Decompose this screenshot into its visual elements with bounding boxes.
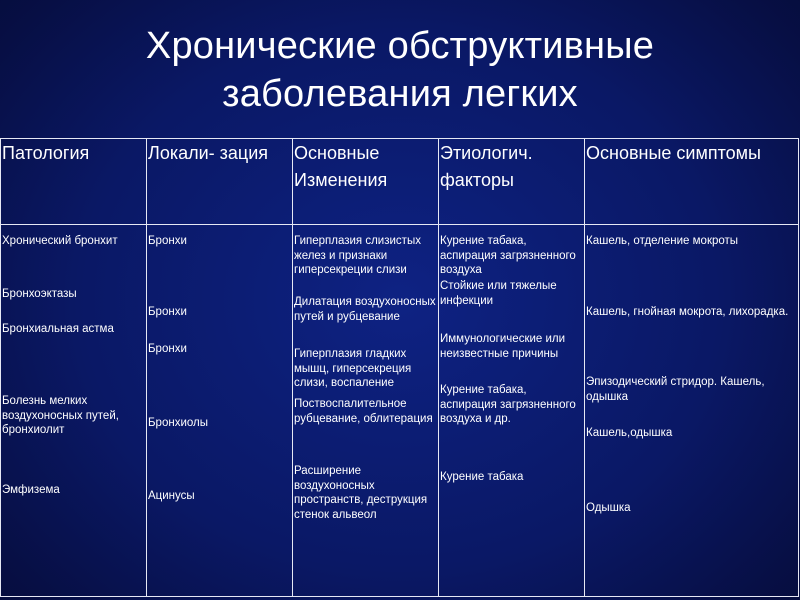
pathology-entry: Болезнь мелких воздухоносных путей, бронхиолит xyxy=(2,395,119,436)
localization-entry: Бронхи xyxy=(148,235,187,247)
changes-entry: Гиперплазия гладких мышц, гиперсекреция слизи, воспаление xyxy=(294,348,412,389)
header-pathology xyxy=(1,139,147,225)
etiology-entry: Стойкие или тяжелые инфекции xyxy=(440,280,557,307)
header-changes-text: Основные Изменения xyxy=(294,143,388,190)
pathology-entry: Хронический бронхит xyxy=(2,235,118,247)
header-symptoms-text: Основные симптомы xyxy=(586,143,761,163)
header-changes xyxy=(293,139,439,225)
slide-title-line-1: Хронические обструктивные xyxy=(145,25,655,67)
localization-entry: Бронхи xyxy=(148,343,187,355)
etiology-entry: Иммунологические или неизвестные причины xyxy=(440,333,566,360)
pathology-entry: Эмфизема xyxy=(2,484,60,496)
localization-entry: Бронхиолы xyxy=(148,417,208,429)
header-pathology-text: Патология xyxy=(2,143,90,163)
etiology-cell xyxy=(439,225,585,597)
header-localization xyxy=(147,139,293,225)
symptoms-cell xyxy=(585,225,799,597)
slide-title-line-2: заболевания легких xyxy=(222,73,578,115)
symptoms-entry: Кашель,одышка xyxy=(586,427,673,439)
pathology-entry: Бронхоэктазы xyxy=(2,288,77,300)
changes-entry: Дилатация воздухоносных путей и рубцевание xyxy=(294,296,436,323)
etiology-entry: Курение табака, аспирация загрязненного воздуха xyxy=(440,235,576,276)
header-symptoms xyxy=(585,139,799,225)
symptoms-entry: Эпизодический стридор. Кашель, одышка xyxy=(586,376,765,403)
localization-entry: Бронхи xyxy=(148,306,187,318)
pathology-table xyxy=(0,138,799,597)
header-localization-text: Локали- зация xyxy=(148,143,269,163)
etiology-entry: Курение табака xyxy=(440,471,524,483)
etiology-entry: Курение табака, аспирация загрязненного воздуха и др. xyxy=(440,384,576,425)
symptoms-entry: Кашель, отделение мокроты xyxy=(586,235,739,247)
slide-title xyxy=(0,22,800,118)
table-body-row xyxy=(1,225,799,597)
localization-cell xyxy=(147,225,293,597)
pathology-cell xyxy=(1,225,147,597)
changes-entry: Расширение воздухоносных пространств, деструкция стенок альвеол xyxy=(294,465,428,521)
symptoms-entry: Одышка xyxy=(586,502,631,514)
changes-entry: Поствоспалительное рубцевание, облитерация xyxy=(294,398,433,425)
header-etiology xyxy=(439,139,585,225)
header-etiology-text: Этиологич. факторы xyxy=(440,143,533,190)
table-header-row xyxy=(1,139,799,225)
pathology-entry: Бронхиальная астма xyxy=(2,323,114,335)
changes-entry: Гиперплазия слизистых желез и признаки гиперсекреции слизи xyxy=(294,235,421,276)
changes-cell xyxy=(293,225,439,597)
localization-entry: Ацинусы xyxy=(148,490,195,502)
symptoms-entry: Кашель, гнойная мокрота, лихорадка. xyxy=(586,306,789,318)
